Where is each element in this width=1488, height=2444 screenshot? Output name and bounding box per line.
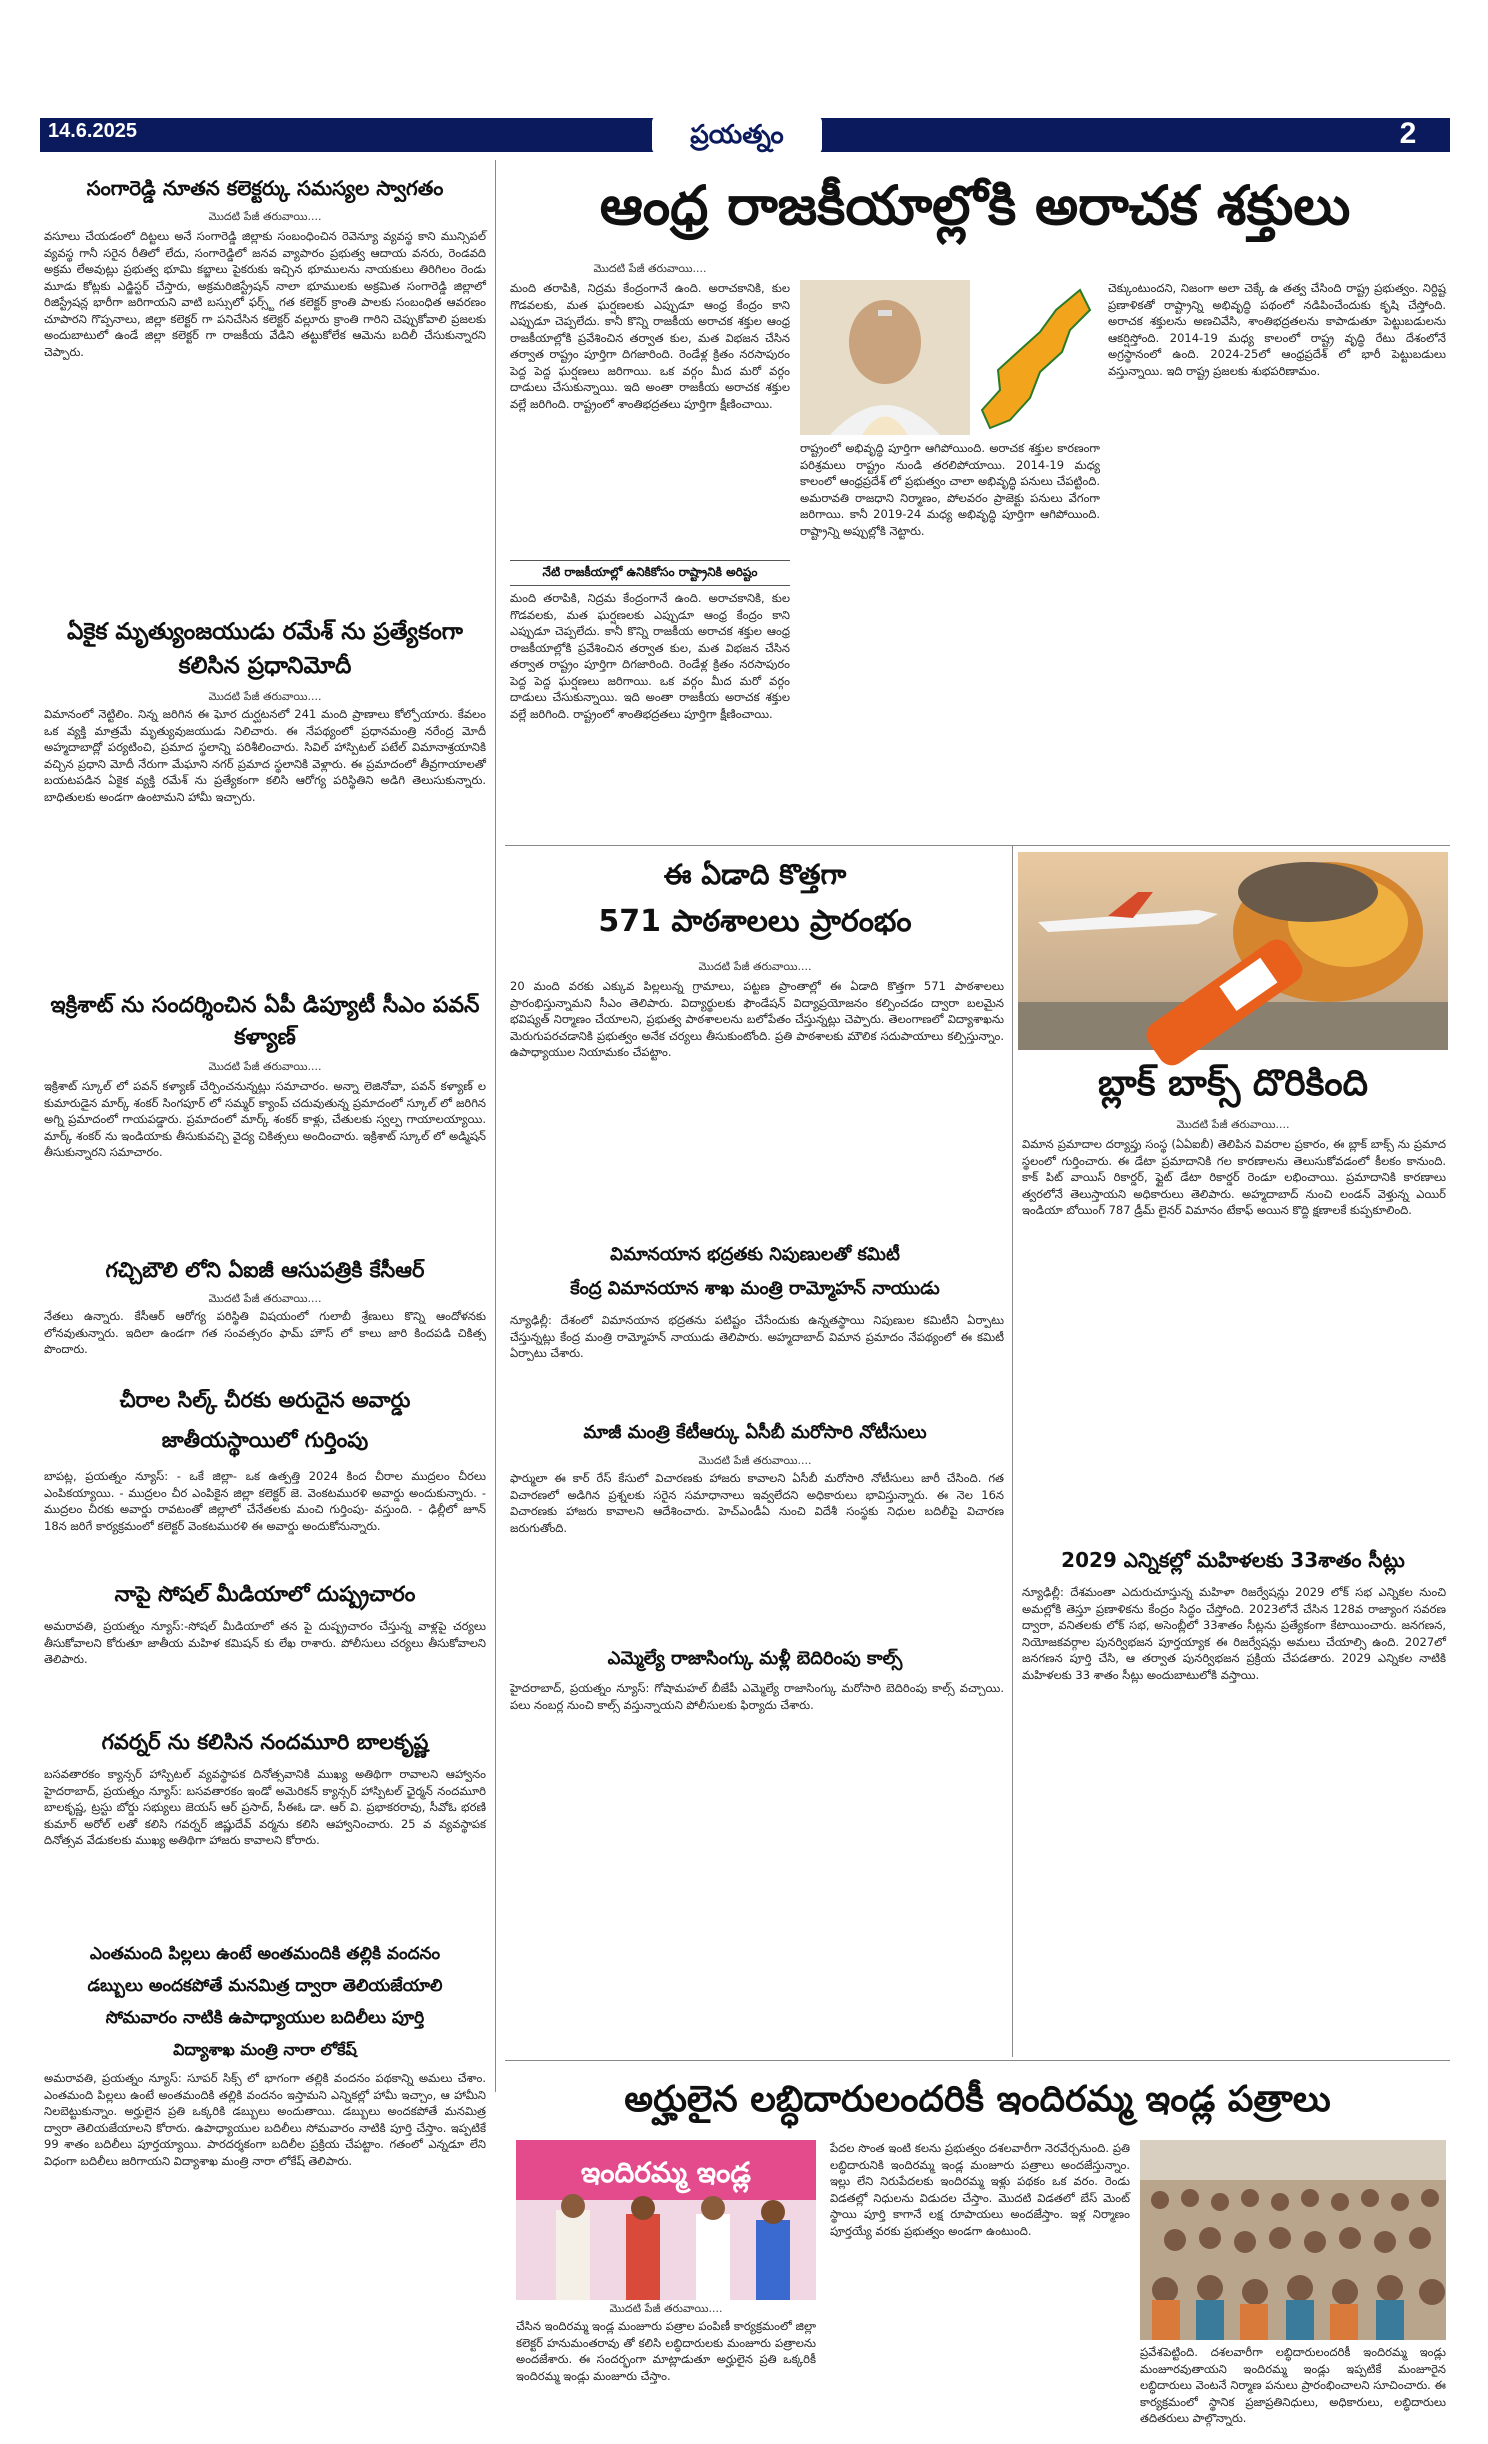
schools-headline1: ఈ ఏడాది కొత్తగా <box>663 858 847 891</box>
balakrishna-headline: గవర్నర్ ను కలిసిన నందమూరి బాలకృష్ణ <box>101 1730 429 1754</box>
indiramma-col1: చేసిన ఇందిరమ్మ ఇండ్ల మంజూరు పత్రాల పంపిణీ కార్యక్రమంలో జిల్లా కలెక్టర్ హనుమంతరావు తో కలిసి లబ్ధిదారులకు మంజూరు పత్రాలను అందజేశారు. ఈ సందర్భంగా మాట్లాడుతూ అర్హులైన ప్రతి ఒక్కరికీ ఇందిరమ్మ ఇండ్లు మంజూరు చేస్తాం. <box>516 2319 816 2383</box>
blackbox-headline: బ్లాక్ బాక్స్ దొరికింది <box>1097 1063 1369 1104</box>
balakrishna-body: బసవతారకం క్యాన్సర్ హాస్పిటల్ వ్యవస్థాపక దినోత్సవానికి ముఖ్య అతిథిగా రావాలని ఆహ్వానం హైదరాబాద్, ప్రయత్నం న్యూస్: బసవతారకం ఇండో అమెరికన్ క్యాన్సర్ హాస్పిటల్ ఛైర్మన్ నందమూరి బాలకృష్ణ, ట్రస్టు బోర్డు సభ్యులు జెయస్ ఆర్ ప్రసాద్, సీఈఓ డా. ఆర్ వి. ప్రభాకరరావు, సీవోఓ భరణి కుమార్ అరోల్ లతో కలిసి గవర్నర్ జిష్ణుదేవ్ వర్మను కలిసి ఆహ్వానించారు. 25 వ వ్యవస్థాపక దినోత్సవ వేడుకలకు ముఖ్య అతిథిగా హాజరు కావాలని కోరారు. <box>44 1767 486 1847</box>
section-rule <box>505 2060 1450 2061</box>
indiramma-col3: ప్రవేశపెట్టింది. దశలవారీగా లబ్ధిదారులందరికీ ఇందిరమ్మ ఇండ్లు మంజూరవుతాయని ఇందిరమ్మ ఇండ్లు ఇప్పటికే మంజూరైన లబ్ధిదారులు వెంటనే నిర్మాణ పనులు ప్రారంభించాలని సూచించారు. ఈ కార్యక్రమంలో స్థానిక ప్రజాప్రతినిధులు, అధికారులు, లబ్ధిదారులు తదితరులు పాల్గొన్నారు. <box>1140 2345 1446 2425</box>
pawan-body: ఇక్రిశాట్ స్కూల్ లో పవన్ కళ్యాణ్ చేర్పించనున్నట్లు సమాచారం. అన్నా లెజినోవా, పవన్ కళ్యాణ్ ల కుమారుడైన మార్క్ శంకర్ సింగపూర్ లో సమ్మర్ క్యాంప్ చదువుతున్న ప్రమాదంలో స్కూల్ లో జరిగిన అగ్ని ప్రమాదంలో గాయపడ్డారు. ప్రమాదంలో మార్క్ శంకర్ కాళ్లు, చేతులకు స్వల్ప గాయాలయ్యాయి. మార్క్ శంకర్ ను ఇండియాకు తీసుకువచ్చి వైద్య చికిత్సలు అందించారు. ఇక్రిశాట్ స్కూల్ లో అడ్మిషన్ తీసుకున్నారని సమాచారం. <box>44 1079 486 1159</box>
indiramma-event-photo <box>516 2140 816 2300</box>
committee-subheadline: కేంద్ర విమానయాన శాఖ మంత్రి రామ్మోహన్ నాయుడు <box>570 1278 940 1299</box>
lead-box-title: నేటి రాజకీయాల్లో ఉనికికోసం రాష్ట్రానికి అరిష్టం <box>510 560 790 586</box>
lead-col1: మంది తరాపికి, నిద్రమ కేంద్రంగానే ఉంది. అరాచకానికి, కుల గొడవలకు, మత ఘర్షణలకు ఎప్పుడూ ఆంధ్ర కేంద్రం కాని ఎప్పుడూ చెప్పలేదు. కానీ కొన్ని రాజకీయ అరాచక శక్తుల ఆంధ్ర రాజకీయాల్లోకి ప్రవేశించిన తర్వాత కుల, మత విభజన చేసిన తర్వాత రాష్ట్రం పూర్తిగా దిగజారింది. రెండేళ్ల క్రితం నరసాపురం పెద్ద పెద్ద ఘర్షణలు జరిగాయి. ఒక వర్గం మీద మరో వర్గం దాడులు చేసుకున్నాయి. ఇది అంతా రాజకీయ అరాచక శక్తుల వల్లే జరిగింది. రాష్ట్రంలో శాంతిభద్రతలు పూర్తిగా క్షీణించాయి. <box>510 281 790 411</box>
ap-map <box>970 280 1100 435</box>
collector-body: వసూలు చేయడంలో దిట్టలు అనే సంగారెడ్డి జిల్లాకు సంబంధించిన రెవెన్యూ వ్యవస్థ కాని మున్సిపల్ వ్యవస్థ గానీ సరైన రీతిలో లేదు, సంగారెడ్డిలో జనవ వ్యాపారం ప్రభుత్వ ఆదాయ వనరు, రెండవది అక్రమ లేఅవుట్లు ప్రభుత్వ భూమి కబ్జాలు పైకరుకు ఇచ్చిన భూములను నాయకులు తిరిగిలం రెండు మూడు కోట్లకు ఎడ్జిస్టర్ చేస్తారు, అక్రమరిజిస్ట్రేషన్ నాలా భూములకు అక్రమిత సంగారెడ్డి జిల్లాలో రిజిస్ట్రేషన్ల భారీగా జరిగాయని వాటి బస్సులో ఫర్స్ట్ గత కలెక్టర్ క్రాంతి పాలకు సంబంధిత ఆవరణం చూపారని గొప్పనాలు, జిల్లా కలెక్టర్ గా పనిచేసిన కలెక్టర్ వల్లూరు క్రాంతి గారిని చెప్పుకోవాలి ప్రజలకు అందుబాటులో ఉండే జిల్లా కలెక్టర్ గా రాజకీయ వేడిని తట్టుకోలేక ఆమెను బదిలీ చేసుకున్నారని చెప్పారు. <box>44 229 486 359</box>
ktr-dateline: మొదటి పేజీ తరువాయి.... <box>698 1454 812 1467</box>
schools-body: 20 మంది వరకు ఎక్కువ పిల్లలున్న గ్రామాలు, పట్టణ ప్రాంతాల్లో ఈ ఏడాది కొత్తగా 571 పాఠశాలలు ప్రారంభిస్తున్నామని సీఎం తెలిపారు. విద్యార్థులకు ఫౌండేషన్ విద్యాప్రయోజనం కల్పించడం ద్వారా బలమైన భవిష్యత్ నిర్మాణం చేయాలని, ప్రభుత్వ పాఠశాలలను బలోపేతం చేస్తున్నట్లు చెప్పారు. తెలంగాణలో విద్యాశాఖను మెరుగుపరచడానికి ప్రభుత్వం అనేక చర్యలు తీసుకుంటోంది. ప్రతి పాఠశాలకు మౌలిక సదుపాయాలు కల్పిస్తున్నాం. ఉపాధ్యాయుల నియామకం చేపట్టాం. <box>510 979 1004 1059</box>
indiramma-headline: అర్హులైన లబ్ధిదారులందరికీ ఇందిరమ్మ ఇండ్ల పత్రాలు <box>624 2079 1331 2120</box>
indiramma-dateline: మొదటి పేజీ తరువాయి.... <box>609 2302 723 2315</box>
schools-dateline: మొదటి పేజీ తరువాయి.... <box>698 960 812 973</box>
lead-col3: చెక్కుంటుందని, నిజంగా అలా చెక్కే ఉ తత్వ చేసింది రాష్ట్ర ప్రభుత్వం. నిర్దిష్ట ప్రణాళికతో రాష్ట్రాన్ని అభివృద్ధి పథంలో నడిపించేందుకు కృషి చేస్తోంది. అరాచక శక్తులను అణచివేసి, శాంతిభద్రతలను కాపాడుతూ పెట్టుబడులను ఆకర్షిస్తోంది. 2014-19 మధ్య కాలంలో రాష్ట్ర వృద్ధి రేటు దేశంలోనే అగ్రస్థానంలో ఉంది. 2024-25లో ఆంధ్రప్రదేశ్ లో భారీ పెట్టుబడులు వస్తున్నాయి. ఇది రాష్ట్ర ప్రజలకు శుభపరిణామం. <box>1108 281 1446 378</box>
kcr-headline: గచ్చిబౌలి లోని ఏఐజీ ఆసుపత్రికి కేసీఆర్ <box>105 1258 425 1282</box>
leader-photo <box>800 280 970 435</box>
indiramma-col2: పేదల సొంత ఇంటి కలను ప్రభుత్వం దశలవారీగా నెరవేర్చనుంది. ప్రతి లబ్ధిదారునికి ఇందిరమ్మ ఇండ్ల మంజూరు పత్రాలు అందజేస్తున్నాం. ఇల్లు లేని నిరుపేదలకు ఇందిరమ్మ ఇళ్లు పథకం ఒక వరం. రెండు విడతల్లో నిధులను విడుదల చేస్తాం. మొదటి విడతలో బేస్ మెంట్ స్థాయి పూర్తి కాగానే లక్ష రూపాయలు అందజేస్తాం. ఇళ్ల నిర్మాణం పూర్తయ్యే వరకు ప్రభుత్వం అండగా ఉంటుంది. <box>830 2141 1130 2238</box>
rameshmodi-body: విమానంలో నెట్టిలిం. నిన్న జరిగిన ఈ ఘోర దుర్ఘటనలో 241 మంది ప్రాణాలు కోల్పోయారు. కేవలం ఒక వ్యక్తి మాత్రమే మృత్యువుజయుడు నిలిచారు. ఈ నేపథ్యంలో ప్రధానమంత్రి నరేంద్ర మోదీ అహ్మదాబాద్లో పర్యటించి, ప్రమాద స్థలాన్ని పరిశీలించారు. సివిల్ హాస్పిటల్ పటేల్ విమానాశ్రయానికి వచ్చిన ప్రధాని మోదీ నేరుగా మేఘాని నగర్ ప్రమాద స్థలానికి వెళ్లారు. ఈ ప్రమాదంలో తీవ్రగాయాలతో బయటపడిన ఏకైక వ్యక్తి రమేశ్ ను ప్రత్యేకంగా కలిసి ఆరోగ్య పరిస్థితిని అడిగి తెలుసుకున్నారు. బాధితులకు అండగా ఉంటామని హామీ ఇచ్చారు. <box>44 707 486 804</box>
issue-date: 14.6.2025 <box>48 120 137 142</box>
plane-crash-photo <box>1018 852 1448 1050</box>
rameshmodi-headline: ఏకైక మృత్యుంజయుడు రమేశ్ ను ప్రత్యేకంగా కలిసిన ప్రధానిమోదీ <box>67 619 463 679</box>
newspaper-logo: ప్రయత్నం <box>652 116 822 154</box>
schools-headline2: 571 పాఠశాలలు ప్రారంభం <box>598 904 912 939</box>
indiramma-crowd-photo <box>1140 2140 1446 2340</box>
page-number: 2 <box>1399 117 1417 150</box>
lead-col1-cont: మంది తరాపికి, నిద్రమ కేంద్రంగానే ఉంది. అరాచకానికి, కుల గొడవలకు, మత ఘర్షణలకు ఎప్పుడూ ఆంధ్ర కేంద్రం కాని ఎప్పుడూ చెప్పలేదు. కానీ కొన్ని రాజకీయ అరాచక శక్తుల ఆంధ్ర రాజకీయాల్లోకి ప్రవేశించిన తర్వాత కుల, మత విభజన చేసిన తర్వాత రాష్ట్రం పూర్తిగా దిగజారింది. రెండేళ్ల క్రితం నరసాపురం పెద్ద పెద్ద ఘర్షణలు జరిగాయి. ఒక వర్గం మీద మరో వర్గం దాడులు చేసుకున్నాయి. ఇది అంతా రాజకీయ అరాచక శక్తుల వల్లే జరిగింది. రాష్ట్రంలో శాంతిభద్రతలు పూర్తిగా క్షీణించాయి. <box>510 591 790 721</box>
talliki-sub2: సోమవారం నాటికి ఉపాధ్యాయుల బదిలీలు పూర్తి <box>105 2008 425 2028</box>
rajasingh-headline: ఎమ్మెల్యే రాజాసింగ్కు మళ్లీ బెదిరింపు కాల్స్ <box>607 1648 903 1669</box>
collector-headline: సంగారెడ్డి నూతన కలెక్టర్కు సమస్యల స్వాగతం <box>86 176 444 200</box>
chirala-body: బాపట్ల, ప్రయత్నం న్యూస్: - ఒకే జిల్లా- ఒక ఉత్పత్తి 2024 కింద చీరాల ముద్రలం చీరలు ఎంపికయ్యాయి. - ముద్రలం చీర ఎంపికైన జిల్లా కలెక్టర్ జె. వెంకటమురళి అవార్డు అందుకున్నారు. - ముద్రలం చీరకు అవార్డు రావటంతో జిల్లాలో చేనేతలకు మంచి గుర్తింపు- వస్తుంది. - ఢిల్లీలో జూన్ 18న జరిగే కార్యక్రమంలో కలెక్టర్ వెంకటమురళి ఈ అవార్డు అందుకోనున్నారు. <box>44 1469 486 1533</box>
collector-dateline: మొదటి పేజీ తరువాయి.... <box>208 210 322 223</box>
napai-body: అమరావతి, ప్రయత్నం న్యూస్:-సోషల్ మీడియాలో తన పై దుష్ప్రచారం చేస్తున్న వాళ్లపై చర్యలు తీసుకోవాలని కోరుతూ జాతీయ మహిళ కమిషన్ కు లేఖ రాశారు. పోలీసులు చర్యలు తీసుకోవాలని తెలిపారు. <box>44 1619 486 1666</box>
kcr-body: నేతలు ఉన్నారు. కేసీఆర్ ఆరోగ్య పరిస్థితి విషయంలో గులాబీ శ్రేణులు కొన్ని ఆందోళనకు లోనవుతున్నారు. ఇదిలా ఉండగా గత సంవత్సరం ఫామ్ హౌస్ లో కాలు జారి కిందపడి చికిత్స పొందారు. <box>44 1309 486 1356</box>
committee-body: న్యూఢిల్లీ: దేశంలో విమానయాన భద్రతను పటిష్టం చేసేందుకు ఉన్నతస్థాయి నిపుణుల కమిటీని ఏర్పాటు చేస్తున్నట్లు కేంద్ర మంత్రి రామ్మోహన్ నాయుడు తెలిపారు. అహ్మదాబాద్ విమాన ప్రమాదం నేపథ్యంలో ఈ కమిటీ ఏర్పాటు చేశారు. <box>510 1313 1004 1360</box>
rameshmodi-dateline: మొదటి పేజీ తరువాయి.... <box>208 690 322 703</box>
lead-col2: రాష్ట్రంలో అభివృద్ధి పూర్తిగా ఆగిపోయింది. అరాచక శక్తుల కారణంగా పరిశ్రమలు రాష్ట్రం నుండి తరలిపోయాయి. 2014-19 మధ్య కాలంలో ఆంధ్రప్రదేశ్ లో ప్రభుత్వం చాలా అభివృద్ధి పనులు చేపట్టింది. అమరావతి రాజధాని నిర్మాణం, పోలవరం ప్రాజెక్టు పనులు వేగంగా జరిగాయి. కానీ 2019-24 మధ్య అభివృద్ధి పూర్తిగా ఆగిపోయింది. రాష్ట్రాన్ని అప్పుల్లోకి నెట్టారు. <box>800 441 1100 538</box>
photo-banner-text: ఇందిరమ్మ ఇండ్ల <box>580 2156 752 2189</box>
napai-headline: నాపై సోషల్ మీడియాలో దుష్ప్రచారం <box>114 1582 416 1606</box>
lead-dateline: మొదటి పేజీ తరువాయి.... <box>593 262 707 275</box>
section-rule <box>505 845 1450 846</box>
blackbox-dateline: మొదటి పేజీ తరువాయి.... <box>1176 1118 1290 1131</box>
pawan-headline: ఇక్రిశాట్ ను సందర్శించిన ఏపీ డిప్యూటీ సీఎం పవన్ కళ్యాణ్ <box>50 993 480 1050</box>
column-rule <box>495 160 496 2092</box>
women-body: న్యూఢిల్లీ: దేశమంతా ఎదురుచూస్తున్న మహిళా రిజర్వేషన్లు 2029 లోక్ సభ ఎన్నికల నుంచి అమల్లోకి తెస్తూ ప్రణాళికను కేంద్రం సిద్ధం చేస్తోంది. 2023లోనే చేసిన 128వ రాజ్యాంగ సవరణ ద్వారా, వనితలకు లోక్ సభ, అసెంబ్లీలో 33శాతం సీట్లను ప్రత్యేకంగా కేటాయించారు. జనగణన, నియోజకవర్గాల పునర్విభజన పూర్తయ్యాక ఈ రిజర్వేషన్లు అమలు చేయాల్సి ఉంది. 2027లో జనగణన పూర్తి చేసి, ఆ తర్వాత పునర్విభజన ప్రక్రియ చేపడతారు. 2029 ఎన్నికల నాటికి మహిళలకు 33 శాతం సీట్లు అందుబాటులోకి వస్తాయి. <box>1022 1585 1446 1682</box>
women-headline: 2029 ఎన్నికల్లో మహిళలకు 33శాతం సీట్లు <box>1061 1548 1405 1572</box>
chirala-headline: చీరాల సిల్క్ చీరకు అరుదైన అవార్డు <box>119 1388 411 1412</box>
ktr-headline: మాజీ మంత్రి కేటీఆర్కు ఏసీబీ మరోసారి నోటీసులు <box>583 1422 927 1443</box>
talliki-sub3: విద్యాశాఖ మంత్రి నారా లోకేష్ <box>173 2040 357 2059</box>
talliki-body: అమరావతి, ప్రయత్నం న్యూస్: సూపర్ సిక్స్ లో భాగంగా తల్లికి వందనం పథకాన్ని అమలు చేశాం. ఎంతమంది పిల్లలు ఉంటే అంతమందికి తల్లికి వందనం ఇస్తామని ఎన్నికల్లో హామీ ఇచ్చాం, ఆ హామీని నిలబెట్టుకున్నాం. అర్హులైన ప్రతి ఒక్కరికి డబ్బులు అందుతాయి. డబ్బులు అందకపోతే మనమిత్ర ద్వారా తెలియజేయాలని కోరారు. ఉపాధ్యాయుల బదిలీలు సోమవారం నాటికి పూర్తి చేస్తాం. ఇప్పటికే 99 శాతం బదిలీలు పూర్తయ్యాయి. పారదర్శకంగా బదిలీల ప్రక్రియ చేపట్టాం. గతంలో ఎన్నడూ లేని విధంగా బదిలీలు జరిగాయని విద్యాశాఖ మంత్రి నారా లోకేష్ తెలిపారు. <box>44 2071 486 2168</box>
committee-headline: విమానయాన భద్రతకు నిపుణులతో కమిటీ <box>610 1244 900 1265</box>
pawan-dateline: మొదటి పేజీ తరువాయి.... <box>208 1060 322 1073</box>
talliki-headline: ఎంతమంది పిల్లలు ఉంటే అంతమందికి తల్లికి వందనం <box>89 1944 441 1964</box>
chirala-subheadline: జాతీయస్థాయిలో గుర్తింపు <box>161 1428 369 1452</box>
column-rule <box>1012 845 1013 2057</box>
rajasingh-body: హైదరాబాద్, ప్రయత్నం న్యూస్: గోషామహల్ బీజేపీ ఎమ్మెల్యే రాజాసింగ్కు మరోసారి బెదిరింపు కాల్స్ వచ్చాయి. పలు నంబర్ల నుంచి కాల్స్ వస్తున్నాయని పోలీసులకు ఫిర్యాదు చేశారు. <box>510 1681 1004 1712</box>
blackbox-body: విమాన ప్రమాదాల దర్యాప్తు సంస్థ (ఏఏఐబీ) తెలిపిన వివరాల ప్రకారం, ఈ బ్లాక్ బాక్స్ ను ప్రమాద స్థలంలో గుర్తించారు. ఈ డేటా ప్రమాదానికి గల కారణాలను తెలుసుకోవడంలో కీలకం కానుంది. కాక్ పిట్ వాయిస్ రికార్డర్, ఫ్లైట్ డేటా రికార్డర్ రెండూ లభించాయి. ప్రమాదానికి కారణాలు త్వరలోనే తెలుస్తాయని అధికారులు తెలిపారు. అహ్మదాబాద్ నుంచి లండన్ వెళ్తున్న ఎయిర్ ఇండియా బోయింగ్ 787 డ్రీమ్ లైనర్ విమానం టేకాఫ్ అయిన కొద్ది క్షణాలకే కుప్పకూలింది. <box>1022 1137 1446 1217</box>
kcr-dateline: మొదటి పేజీ తరువాయి.... <box>208 1292 322 1305</box>
ktr-body: ఫార్ములా ఈ కార్ రేస్ కేసులో విచారణకు హాజరు కావాలని ఏసీబీ మరోసారి నోటీసులు జారీ చేసింది. గత విచారణలో అడిగిన ప్రశ్నలకు సరైన సమాధానాలు ఇవ్వలేదని అధికారులు భావిస్తున్నారు. ఈ నెల 16న విచారణకు హాజరు కావాలని ఆదేశించారు. హెచ్ఎండీఏ నుంచి విదేశీ సంస్థకు నిధుల బదిలీపై విచారణ జరుగుతోంది. <box>510 1471 1004 1535</box>
lead-headline: ఆంధ్ర రాజకీయాల్లోకి అరాచక శక్తులు <box>599 174 1351 237</box>
talliki-sub1: డబ్బులు అందకపోతే మనమిత్ర ద్వారా తెలియజేయాలి <box>87 1976 443 1996</box>
